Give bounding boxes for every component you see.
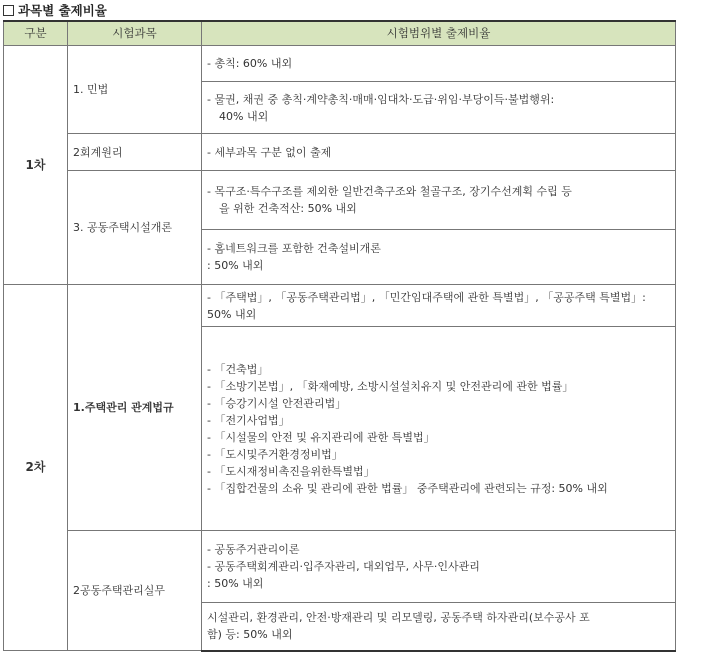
ratio-text: : 50% 내외 (207, 259, 264, 272)
ratio-text: - 공동주택회계관리·입주자관리, 대외업무, 사무·인사관리 (207, 560, 480, 573)
section-title (3, 1, 107, 19)
law-item: - 「소방기본법」, 「화재예방, 소방시설설치유지 및 안전관리에 관한 법률」 (207, 379, 574, 393)
header-ratio: 시험범위별 출제비율 (202, 21, 676, 46)
law-item: - 「건축법」 (207, 362, 269, 376)
division-round2: 2차 (4, 285, 68, 651)
division-round1: 1차 (4, 46, 68, 285)
ratio-text: 50% 내외 (207, 307, 257, 321)
ratio-cell (202, 171, 676, 230)
ratio-text: 을 위한 건축적산: 50% 내외 (219, 202, 357, 215)
subject-housing-law: 1.주택관리 관계법규 (68, 285, 202, 531)
ratio-text: 함) 등: 50% 내외 (207, 628, 293, 642)
table-row (4, 531, 676, 603)
ratio-cell (202, 230, 676, 285)
section-title-text: 과목별 출제비율 (18, 3, 107, 18)
ratio-cell (202, 82, 676, 134)
header-subject: 시험과목 (68, 21, 202, 46)
ratio-text: 40% 내외 (219, 109, 269, 123)
law-item: - 「집합건물의 소유 및 관리에 관한 법률」 중주택관리에 관련되는 규정: 50% 내외 (207, 481, 608, 495)
law-item: - 「시설물의 안전 및 유지관리에 관한 특별법」 (207, 430, 435, 444)
ratio-cell (202, 531, 676, 603)
subject-accounting: 2회계원리 (68, 134, 202, 171)
law-item: - 「도시재정비촉진을위한특별법」 (207, 464, 375, 478)
checkbox-square-icon (3, 5, 14, 16)
ratio-text: - 세부과목 구분 없이 출제 (207, 145, 332, 159)
ratio-text: - 총칙: 60% 내외 (207, 57, 293, 70)
table-row (4, 171, 676, 230)
header-division: 구분 (4, 21, 68, 46)
ratio-cell (202, 285, 676, 327)
ratio-text: - 물권, 채권 중 총칙·계약총칙·매매·임대차·도급·위임·부당이득·불법행위: (207, 92, 555, 106)
ratio-cell (202, 46, 676, 82)
ratio-text: : 50% 내외 (207, 577, 264, 590)
table-row (4, 46, 676, 82)
exam-ratio-table (3, 20, 676, 652)
table-row (4, 134, 676, 171)
ratio-cell (202, 134, 676, 171)
table-row (4, 285, 676, 327)
ratio-cell (202, 327, 676, 531)
ratio-text: 시설관리, 환경관리, 안전·방재관리 및 리모델링, 공동주택 하자관리(보수공사 포 (207, 611, 590, 625)
law-item: - 「전기사업법」 (207, 413, 290, 427)
table-header-row (4, 21, 676, 46)
ratio-text: - 「주택법」, 「공동주택관리법」, 「민간임대주택에 관한 특별법」, 「공공주택 특별법」: (207, 290, 646, 304)
subject-civil-law: 1. 민법 (68, 46, 202, 134)
subject-housing-practice: 2공동주택관리실무 (68, 531, 202, 651)
law-item: - 「승강기시설 안전관리법」 (207, 396, 347, 410)
law-item: - 「도시및주거환경정비법」 (207, 447, 343, 461)
ratio-text: - 홈네트워크를 포함한 건축설비개론 (207, 242, 381, 255)
ratio-text: - 공동주거관리이론 (207, 543, 300, 556)
ratio-text: - 목구조·특수구조를 제외한 일반건축구조와 철골구조, 장기수선계획 수립 등 (207, 185, 572, 198)
ratio-cell (202, 603, 676, 651)
subject-housing-facility: 3. 공동주택시설개론 (68, 171, 202, 285)
